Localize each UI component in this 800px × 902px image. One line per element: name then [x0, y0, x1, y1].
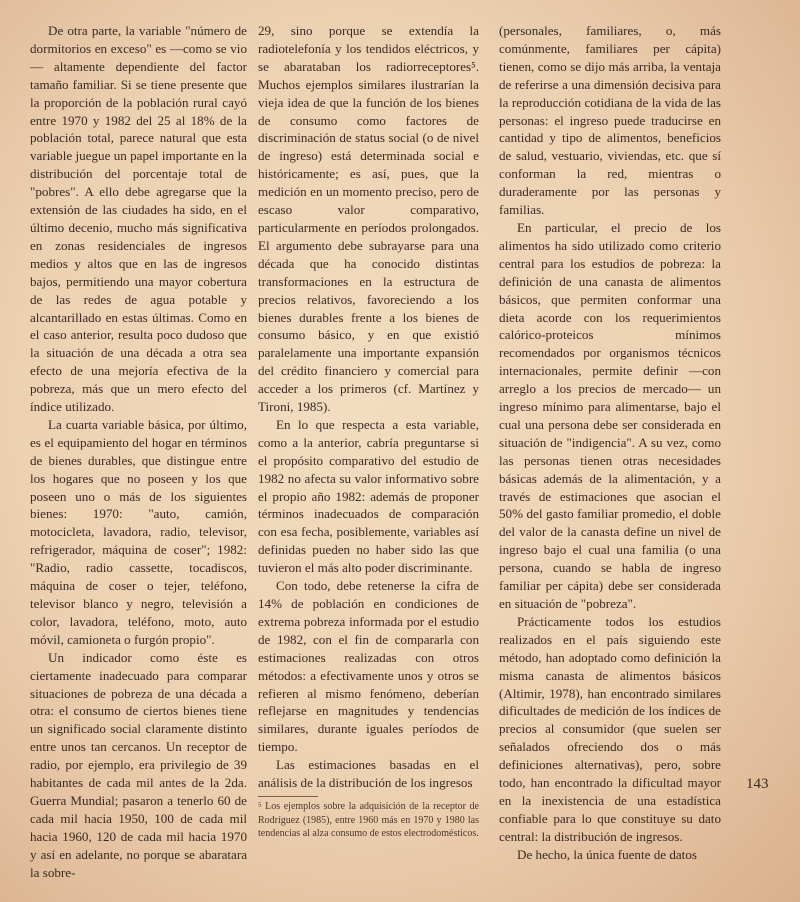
footnote-text: ⁵ Los ejemplos sobre la adquisición de la receptor de Rodríguez (1985), entre 1960 más en 1970 y 1980 las tendencias al alza consumo de estos electrodomésticos.	[258, 801, 479, 839]
page-number: 143	[746, 776, 769, 792]
paragraph: En particular, el precio de los alimentos ha sido utilizado como criterio central para los estudios de pobreza: la definición de una canasta de alimentos básicos, que permiten conformar una dieta acorde con los requerimientos calórico-proteicos mínimos recomendados por organismos técnicos internacionales, permite definir —con arreglo a los precios de mercado— un ingreso mínimo para alimentarse, bajo el cual una persona debe ser considerada en situación de "indigencia". A su vez, como las personas tienen otras necesidades básicas además de la alimentación, y a través de estimaciones que asocian el 50% del gasto familiar promedio, el doble del valor de la canasta define un nivel de ingreso bajo el cual una familia (o una persona, cuando se habla de ingreso familiar per cápita) debe ser considerada en situación de "pobreza".	[499, 219, 721, 611]
paragraph: (personales, familiares, o, más comúnmente, familiares per cápita) tienen, como se dijo más arriba, la ventaja de referirse a una dimensión decisiva para la reproducción cotidiana de la vida de las personas: el ingreso puede traducirse en cantidad y tipo de alimentos, beneficios de salud, vestuario, viviendas, etc. que sí conforman la red, mientras o duraderamente por las personas y familias.	[499, 23, 721, 218]
text-column-middle	[258, 22, 479, 792]
paragraph: La cuarta variable básica, por último, es el equipamiento del hogar en términos de bienes durables, que distingue entre los hogares que no poseen y los que poseen uno o más de los siguientes bienes: 1970: "auto, camión, motocicleta, lavadora, radio, televisor, refrigerador, máquina de coser"; 1982: "Radio, radio cassette, tocadiscos, máquina de coser o tejer, teléfono, televisor blanco y negro, televisión a color, lavadora, teléfono, moto, auto móvil, camioneta o furgón propio".	[30, 416, 247, 647]
paragraph: 29, sino porque se extendía la radiotelefonía y los tendidos eléctricos, y se abarataban los radiorreceptores⁵. Muchos ejemplos similares ilustrarían la vieja idea de que la función de los bienes de consumo como factores de discriminación de status social (o de nivel de ingreso) está determinada social e históricamente; es así, pues, que la medición en un momento preciso, pero de escaso valor comparativo, particularmente en períodos prolongados. El argumento debe subrayarse para una década que ha conocido distintas transformaciones en la estructura de precios relativos, favoreciendo a los bienes durables frente a los bienes de consumo básico, y en que existió paralelamente una importante expansión del crédito financiero y comercial para acceder a los primeros (cf. Martínez y Tironi, 1985).	[258, 23, 479, 415]
paragraph: Las estimaciones basadas en el análisis de la distribución de los ingresos	[258, 757, 479, 791]
paragraph: Con todo, debe retenerse la cifra de 14% de población en condiciones de extrema pobreza informada por el estudio de 1982, con el fin de compararla con estimaciones realizadas con otros métodos: a efectivamente unos y otros se refieren al mismo fenómeno, deberían reflejarse en magnitudes y tendencias similares, durante iguales períodos de tiempo.	[258, 578, 479, 755]
paragraph: Un indicador como éste es ciertamente inadecuado para comparar situaciones de pobreza de una década a otra: el consumo de ciertos bienes tiene un significado social claramente distinto entre unos tan cercanos. Un receptor de radio, por ejemplo, era privilegio de 39 habitantes de cada mil antes de la 2da. Guerra Mundial; pasaron a tenerlo 60 de cada mil hacia 1950, 100 de cada mil hacia 1960, 120 de cada mil hacia 1970 y así en adelante, no porque se abaratara la sobre-	[30, 649, 247, 880]
paragraph: De otra parte, la variable "número de dormitorios en exceso" es —como se vio— altamente dependiente del factor tamaño familiar. Si se tiene presente que la proporción de la población rural cayó entre 1970 y 1982 del 25 al 18% de la población total, parece natural que esta variable juegue un papel importante en la distribución del porcentaje total de "pobres". A ello debe agregarse que la extensión de las ciudades ha sido, en el último decenio, mucho más significativa en zonas residenciales de ingresos medios y altos que en las de ingresos bajos, permitiendo una mayor cobertura de las redes de agua potable y alcantarillado en estas últimas. Como en el caso anterior, resulta poco dudoso que la situación de una década a otra sea efecto de una mejoría efectiva de la pobreza, más que un mero efecto del índice utilizado.	[30, 23, 247, 415]
paragraph: Prácticamente todos los estudios realizados en el país siguiendo este método, han adoptado como definición la misma canasta de alimentos básicos (Altimir, 1978), han encontrado similares dificultades de medición de los índices de precios al consumidor (que suelen ser señalados ofreciendo dos o más definiciones alternativas), pero, sobre todo, han encontrado la dificultad mayor en la inexistencia de una estadística confiable para lo que constituye su dato central: la distribución de ingresos.	[499, 613, 721, 844]
text-column-right	[499, 22, 721, 864]
footnote	[258, 796, 479, 841]
text-column-left	[30, 22, 247, 882]
paragraph: De hecho, la única fuente de datos	[517, 846, 697, 862]
footnote-divider	[258, 796, 318, 797]
paragraph: En lo que respecta a esta variable, como a la anterior, cabría preguntarse si el propósito comparativo del estudio de 1982 no afecta su valor informativo sobre el propio año 1982: además de proponer términos inadecuados de comparación con esa fecha, posiblemente, variables así definidas pueden no haber sido las que tuvieron el más alto poder discriminante.	[258, 416, 479, 576]
